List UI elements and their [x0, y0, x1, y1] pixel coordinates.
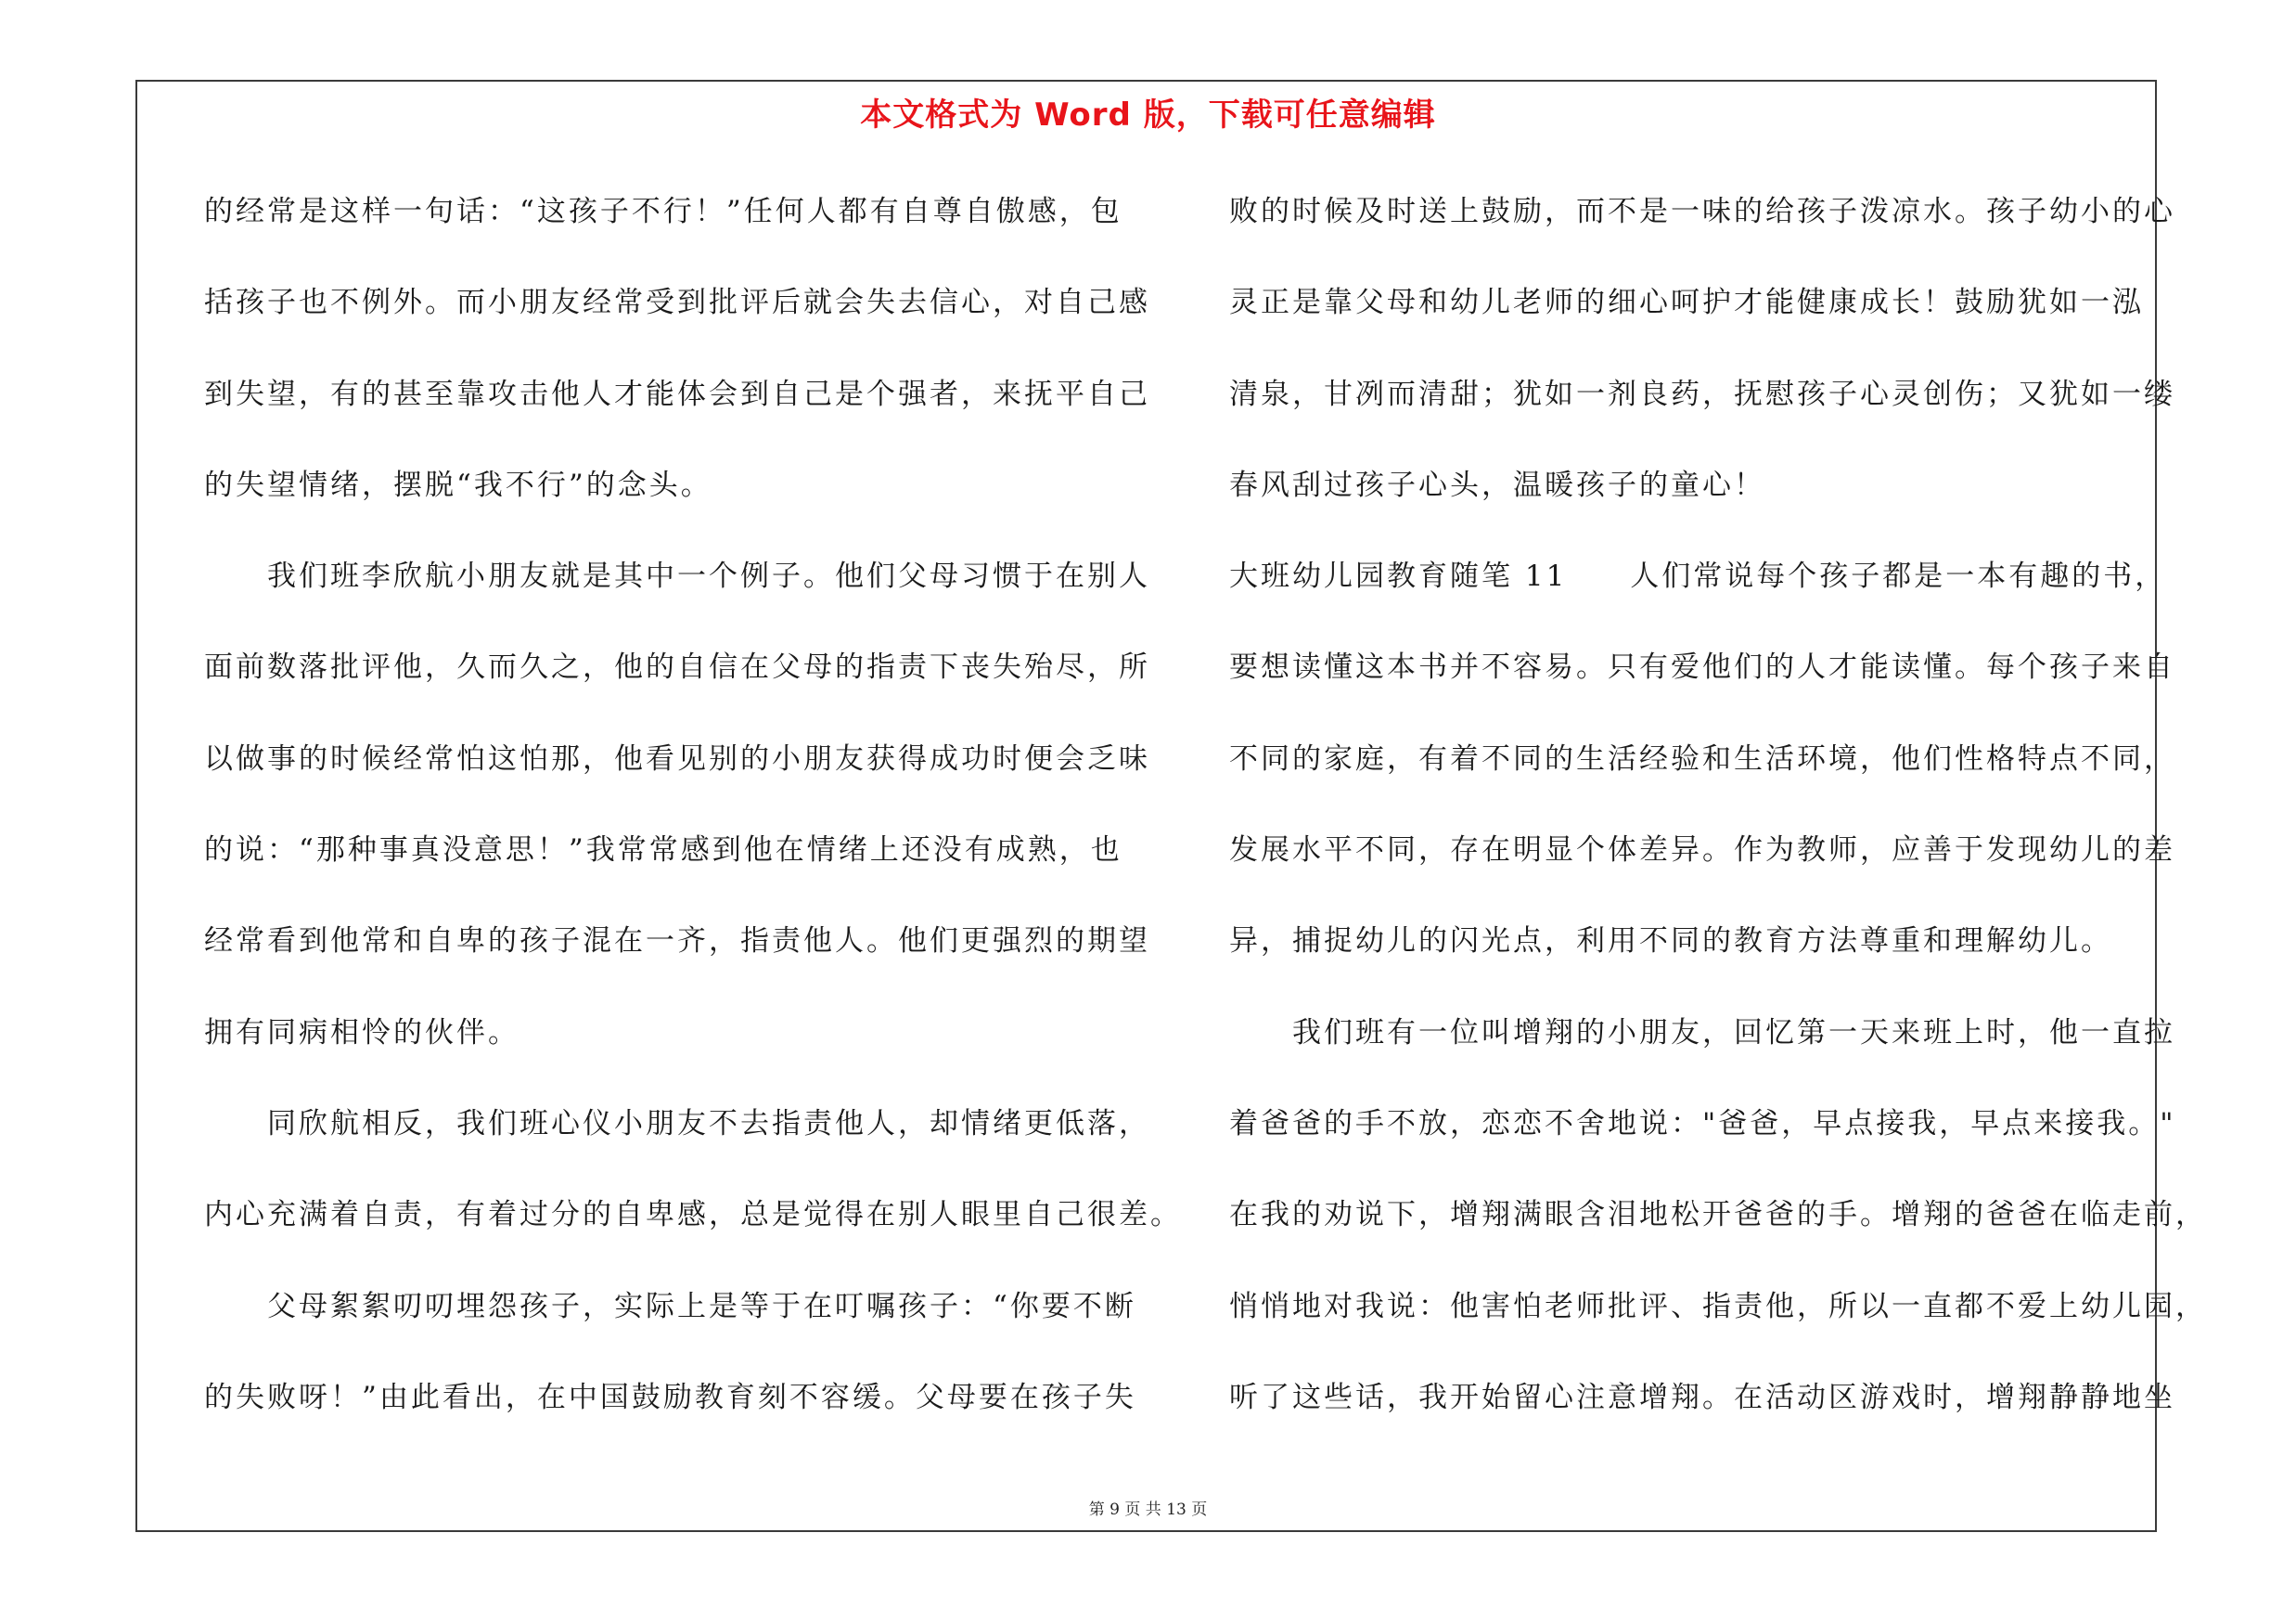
text-line: 清泉，甘冽而清甜；犹如一剂良药，抚慰孩子心灵创伤；又犹如一缕 — [1229, 377, 2175, 411]
text-line: 父母絮絮叨叨埋怨孩子，实际上是等于在叮嘱孩子：“你要不断 — [267, 1289, 1136, 1323]
right-column — [1229, 184, 2207, 1461]
left-column — [204, 184, 1182, 1461]
text-line: 以做事的时候经常怕这怕那，他看见别的小朋友获得成功时便会乏味 — [204, 741, 1150, 776]
text-line: 春风刮过孩子心头，温暖孩子的童心！ — [1229, 468, 1765, 502]
text-line: 着爸爸的手不放，恋恋不舍地说："爸爸，早点接我，早点来接我。" — [1229, 1106, 2176, 1140]
text-line: 异，捕捉幼儿的闪光点，利用不同的教育方法尊重和理解幼儿。 — [1229, 924, 2112, 959]
text-line: 经常看到他常和自卑的孩子混在一齐，指责他人。他们更强烈的期望 — [204, 924, 1150, 959]
text-line: 的说：“那种事真没意思！”我常常感到他在情绪上还没有成熟，也 — [204, 833, 1122, 868]
text-line: 的经常是这样一句话：“这孩子不行！”任何人都有自尊自傲感，包 — [204, 195, 1122, 228]
text-line: 括孩子也不例外。而小朋友经常受到批评后就会失去信心，对自己感 — [204, 286, 1150, 320]
text-line: 到失望，有的甚至靠攻击他人才能体会到自己是个强者，来抚平自己 — [204, 377, 1150, 411]
text-line: 要想读懂这本书并不容易。只有爱他们的人才能读懂。每个孩子来自 — [1229, 650, 2175, 685]
text-line: 内心充满着自责，有着过分的自卑感，总是觉得在别人眼里自己很差。 — [204, 1198, 1182, 1232]
text-line: 悄悄地对我说：他害怕老师批评、指责他，所以一直都不爱上幼儿园， — [1229, 1289, 2207, 1323]
text-line: 拥有同病相怜的伙伴。 — [204, 1015, 519, 1050]
text-line: 我们班李欣航小朋友就是其中一个例子。他们父母习惯于在别人 — [267, 560, 1150, 594]
text-line: 我们班有一位叫增翔的小朋友，回忆第一天来班上时，他一直拉 — [1292, 1015, 2175, 1050]
text-line: 败的时候及时送上鼓励，而不是一味的给孩子泼凉水。孩子幼小的心 — [1229, 195, 2175, 228]
text-line: 发展水平不同，存在明显个体差异。作为教师，应善于发现幼儿的差 — [1229, 833, 2175, 868]
text-line: 大班幼儿园教育随笔 11 人们常说每个孩子都是一本有趣的书， — [1229, 560, 2167, 594]
text-line: 的失败呀！”由此看出，在中国鼓励教育刻不容缓。父母要在孩子失 — [204, 1380, 1136, 1414]
text-line: 灵正是靠父母和幼儿老师的细心呵护才能健康成长！鼓励犹如一泓 — [1229, 286, 2144, 320]
text-line: 面前数落批评他，久而久之，他的自信在父母的指责下丧失殆尽，所 — [204, 650, 1150, 685]
format-banner: 本文格式为 Word 版，下载可任意编辑 — [860, 97, 1436, 134]
text-line: 在我的劝说下，增翔满眼含泪地松开爸爸的手。增翔的爸爸在临走前， — [1229, 1198, 2207, 1232]
text-line: 同欣航相反，我们班心仪小朋友不去指责他人，却情绪更低落， — [267, 1106, 1150, 1140]
text-line: 的失望情绪，摆脱“我不行”的念头。 — [204, 468, 712, 502]
page-number-footer: 第 9 页 共 13 页 — [1088, 1501, 1208, 1519]
text-line: 听了这些话，我开始留心注意增翔。在活动区游戏时，增翔静静地坐 — [1229, 1380, 2175, 1414]
text-line: 不同的家庭，有着不同的生活经验和生活环境，他们性格特点不同， — [1229, 741, 2175, 776]
